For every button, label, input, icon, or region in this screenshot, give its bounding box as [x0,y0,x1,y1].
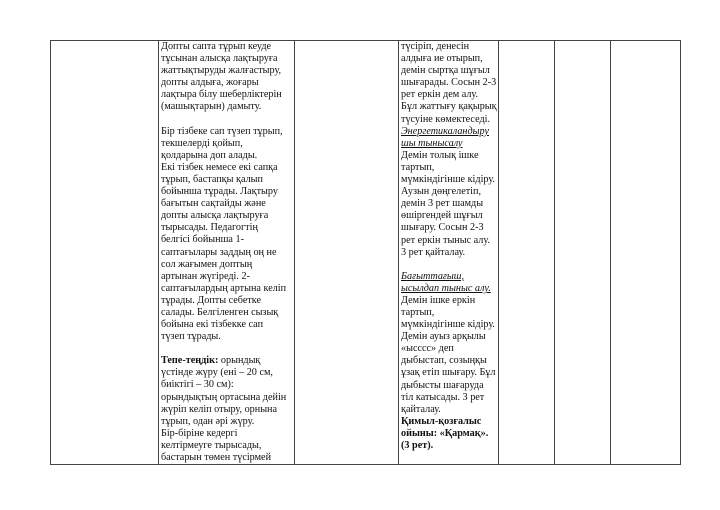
procedure-paragraph: Бір тізбеке сап түзеп тұрып, текшелерді қойып, қолдарына доп алады. Екі тізбек немесе екі сапқа тұрып, бастапқы қалып бойынша тұрады. Лақтыру бағытын сақтайды және допты алысқа лақтыруға тырысады. Педагогтің белгісі бойынша 1- саптағылары заддың оң не сол жағымен доптың артынан жүгіреді. 2- саптағылардың артына келіп тұрады. Допты себетке салады. Белгіленген сызық бойына екі тізбекке сап түзеп тұрады. [161,125,287,343]
table-cell-empty-5 [611,41,681,465]
table-cell-empty-4 [555,41,611,465]
table-cell-empty-1 [51,41,159,465]
breathing-block-2: Демін толық ішке тартып, мүмкіндігінше кідіру. Аузын дөңгелетіп, демін 3 рет шамды өшіргендей шұғыл шығару. Сосын 2-3 рет еркін тыныс алу. 3 рет қайталау. [401,149,495,258]
table-cell-empty-3 [499,41,555,465]
table-cell-exercise-description [159,41,295,465]
game-heading: Қимыл-қозғалыс ойыны: «Қармақ». (3 рет). [401,415,489,451]
directed-breathing-heading: Бағыттағыш, ысылдап тыныс алу. [401,270,491,294]
breathing-block-1: түсіріп, денесін алдыға ие отырып, демін сыртқа шұғыл шығарады. Сосын 2-3 рет еркін дем алу. Бұл жаттығу қақырық түсуіне көмектеседі. [401,41,497,125]
table-cell-empty-2 [295,41,399,465]
balance-paragraph: Тепе-теңдік: орындық үстінде жүру (ені – 20 см, биіктігі – 30 см): орындықтың ортасына дейін жүріп келіп отыру, орнына тұрып, одан әрі жүру. Бір-біріне кедергі келтірмеуге тырысады, бастарын төмен түсірмей [161,355,287,463]
balance-heading: Тепе-теңдік: [161,355,219,367]
lesson-plan-table [50,40,681,465]
goal-paragraph: Допты сапта тұрып кеуде тұсынан алысқа лақтыруға жаттықтыруды жалғастыру, допты алдыға, жоғары лақтыра білу шеберліктерін (машықтарын) дамыту. [161,41,282,113]
breathing-block-3: Демін ішке еркін тартып, мүмкіндігінше кідіру. Демін ауыз арқылы «ысссс» деп дыбыстап, созыңқы ұзақ етіп шығару. Бұл дыбысты шағарудa тіл катысады. 3 рет қайталау. [401,294,496,415]
energy-breathing-heading: Энергетикаландыру шы тынысалу [401,125,490,149]
table-cell-breathing-exercises [399,41,499,465]
table-row [51,41,681,465]
